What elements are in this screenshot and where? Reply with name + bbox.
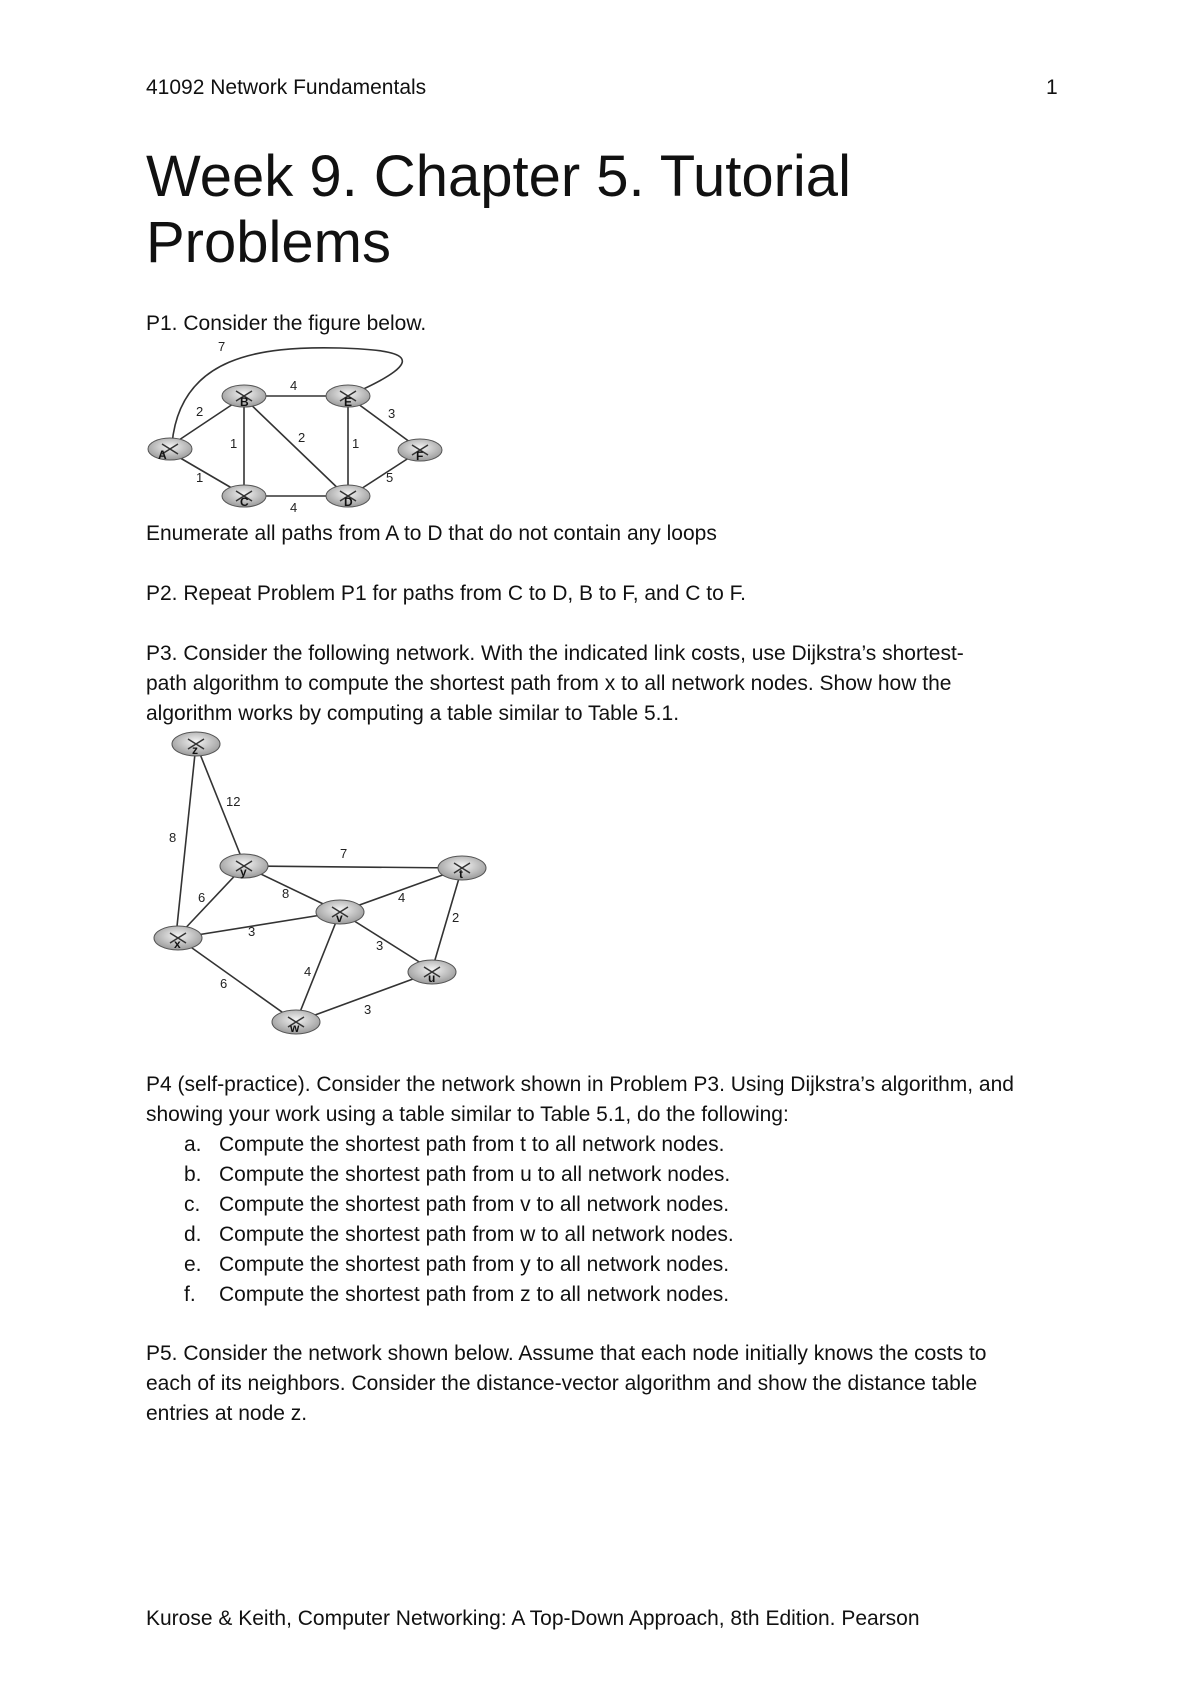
p3-line-1: P3. Consider the following network. With the indicated link costs, use Dijkstra’s shortest- [146, 642, 964, 665]
list-item-text: Compute the shortest path from u to all network nodes. [219, 1163, 731, 1186]
router-node-y [220, 854, 268, 879]
p5-line-2: each of its neighbors. Consider the distance-vector algorithm and show the distance table [146, 1372, 978, 1395]
list-item [146, 1250, 1066, 1280]
edge-label-v-t: 4 [398, 890, 406, 905]
edge-label-z-x: 8 [169, 830, 177, 845]
router-node-A [148, 438, 192, 462]
edge-label-v-u: 3 [376, 938, 384, 953]
svg-text:v: v [336, 911, 343, 925]
header-course: 41092 Network Fundamentals [146, 76, 427, 99]
footer-citation: Kurose & Keith, Computer Networking: A Top-Down Approach, 8th Edition. Pearson [146, 1607, 920, 1630]
list-marker: d. [184, 1223, 202, 1246]
figure-network-p1 [140, 336, 460, 512]
router-node-z [172, 732, 220, 757]
list-item-text: Compute the shortest path from w to all network nodes. [219, 1223, 734, 1246]
list-item [146, 1280, 1066, 1310]
router-node-B [222, 385, 266, 409]
p2-text: P2. Repeat Problem P1 for paths from C to D, B to F, and C to F. [146, 582, 746, 605]
edge-label-w-u: 3 [364, 1002, 372, 1017]
edge-label-A-E: 7 [218, 339, 226, 354]
list-item [146, 1130, 1066, 1160]
p5-line-3: entries at node z. [146, 1402, 308, 1425]
edge-label-E-D: 1 [352, 436, 360, 451]
svg-text:x: x [174, 937, 181, 951]
router-node-x [154, 926, 202, 951]
router-node-F [398, 439, 442, 463]
svg-text:B: B [240, 395, 249, 409]
svg-text:E: E [344, 395, 353, 409]
edge-x-w [178, 938, 296, 1022]
edge-label-x-v: 3 [248, 924, 256, 939]
p3-line-3: algorithm works by computing a table similar to Table 5.1. [146, 702, 680, 725]
edge-y-t [244, 866, 462, 868]
edge-label-D-F: 5 [386, 470, 394, 485]
list-item-text: Compute the shortest path from y to all network nodes. [219, 1253, 730, 1276]
edge-label-v-w: 4 [304, 964, 312, 979]
svg-text:A: A [158, 448, 167, 462]
edge-label-z-y: 12 [226, 794, 241, 809]
edge-B-D [244, 398, 346, 496]
router-node-v [316, 900, 364, 925]
edge-label-E-F: 3 [388, 406, 396, 421]
p3-line-2: path algorithm to compute the shortest path from x to all network nodes. Show how the [146, 672, 952, 695]
p5-line-1: P5. Consider the network shown below. Assume that each node initially knows the costs to [146, 1342, 987, 1365]
list-marker: a. [184, 1133, 202, 1156]
p4-line-2: showing your work using a table similar to Table 5.1, do the following: [146, 1103, 789, 1126]
svg-text:D: D [344, 495, 353, 509]
figure-network-p3 [144, 728, 494, 1038]
edge-label-B-C: 1 [230, 436, 238, 451]
svg-text:w: w [290, 1021, 300, 1035]
list-marker: c. [184, 1193, 201, 1216]
svg-text:F: F [416, 449, 424, 463]
edge-label-y-v: 8 [282, 886, 290, 901]
list-marker: b. [184, 1163, 202, 1186]
p4-line-1: P4 (self-practice). Consider the network shown in Problem P3. Using Dijkstra’s algorithm, and [146, 1073, 1014, 1096]
svg-text:C: C [240, 495, 249, 509]
p1-intro: P1. Consider the figure below. [146, 312, 427, 335]
edge-label-A-B: 2 [196, 404, 204, 419]
list-item-text: Compute the shortest path from z to all network nodes. [219, 1283, 730, 1306]
edge-label-A-C: 1 [196, 470, 204, 485]
edge-label-t-u: 2 [452, 910, 460, 925]
list-item-text: Compute the shortest path from v to all network nodes. [219, 1193, 730, 1216]
edge-z-x [176, 744, 196, 936]
header-page-number: 1 [1046, 76, 1058, 99]
edge-x-v [178, 912, 340, 938]
router-node-t [438, 856, 486, 881]
router-node-u [408, 960, 456, 985]
router-node-D [326, 485, 370, 509]
list-item [146, 1190, 1066, 1220]
edge-label-C-D: 4 [290, 500, 298, 512]
list-item [146, 1160, 1066, 1190]
list-marker: e. [184, 1253, 202, 1276]
page-title: Week 9. Chapter 5. Tutorial Problems [146, 144, 851, 275]
edge-label-x-w: 6 [220, 976, 228, 991]
edge-v-w [296, 912, 340, 1022]
router-node-E [326, 385, 370, 409]
p4-subtask-list [146, 1130, 1066, 1310]
edge-label-y-t: 7 [340, 846, 348, 861]
svg-text:z: z [192, 743, 198, 757]
p1-question: Enumerate all paths from A to D that do not contain any loops [146, 522, 717, 545]
edge-label-y-x: 6 [198, 890, 206, 905]
list-item [146, 1220, 1066, 1250]
svg-text:u: u [428, 971, 436, 985]
router-node-w [272, 1010, 320, 1035]
list-marker: f. [184, 1283, 196, 1306]
edge-label-B-E: 4 [290, 378, 298, 393]
edge-label-B-D: 2 [298, 430, 306, 445]
router-node-C [222, 485, 266, 509]
svg-text:y: y [240, 865, 247, 879]
list-item-text: Compute the shortest path from t to all network nodes. [219, 1133, 725, 1156]
svg-text:t: t [459, 867, 463, 881]
